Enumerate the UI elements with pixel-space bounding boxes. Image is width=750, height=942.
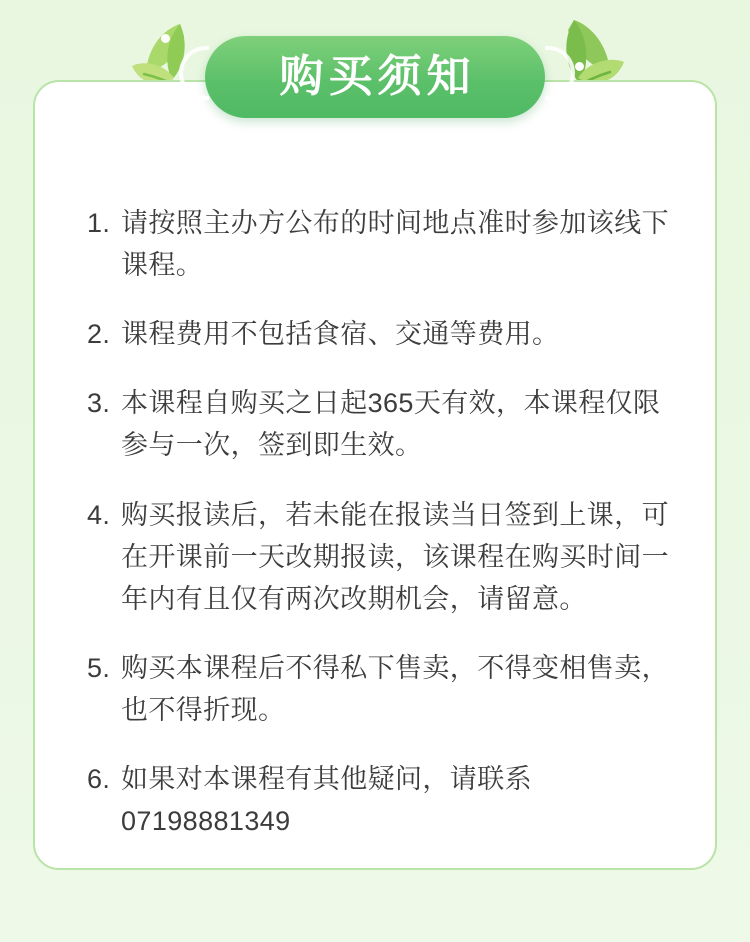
- notice-list: [35, 82, 715, 842]
- page-title-badge: [205, 36, 545, 118]
- page-title: 购买须知: [279, 52, 476, 101]
- list-item: 本课程自购买之日起365天有效，本课程仅限参与一次，签到即生效。: [121, 388, 661, 461]
- notice-card: [33, 80, 717, 870]
- list-item: 购买本课程后不得私下售卖，不得变相售卖，也不得折现。: [121, 652, 669, 725]
- list-item: 请按照主办方公布的时间地点准时参加该线下课程。: [121, 208, 669, 281]
- badge-dot-right-icon: [575, 62, 584, 71]
- badge-dot-left-icon: [161, 34, 170, 43]
- list-item: 课程费用不包括食宿、交通等费用。: [121, 319, 560, 350]
- list-item: 购买报读后，若未能在报读当日签到上课，可在开课前一天改期报读，该课程在购买时间一年内有且仅有两次改期机会，请留意。: [121, 499, 669, 614]
- list-item: 如果对本课程有其他疑问，请联系 07198881349: [121, 764, 532, 837]
